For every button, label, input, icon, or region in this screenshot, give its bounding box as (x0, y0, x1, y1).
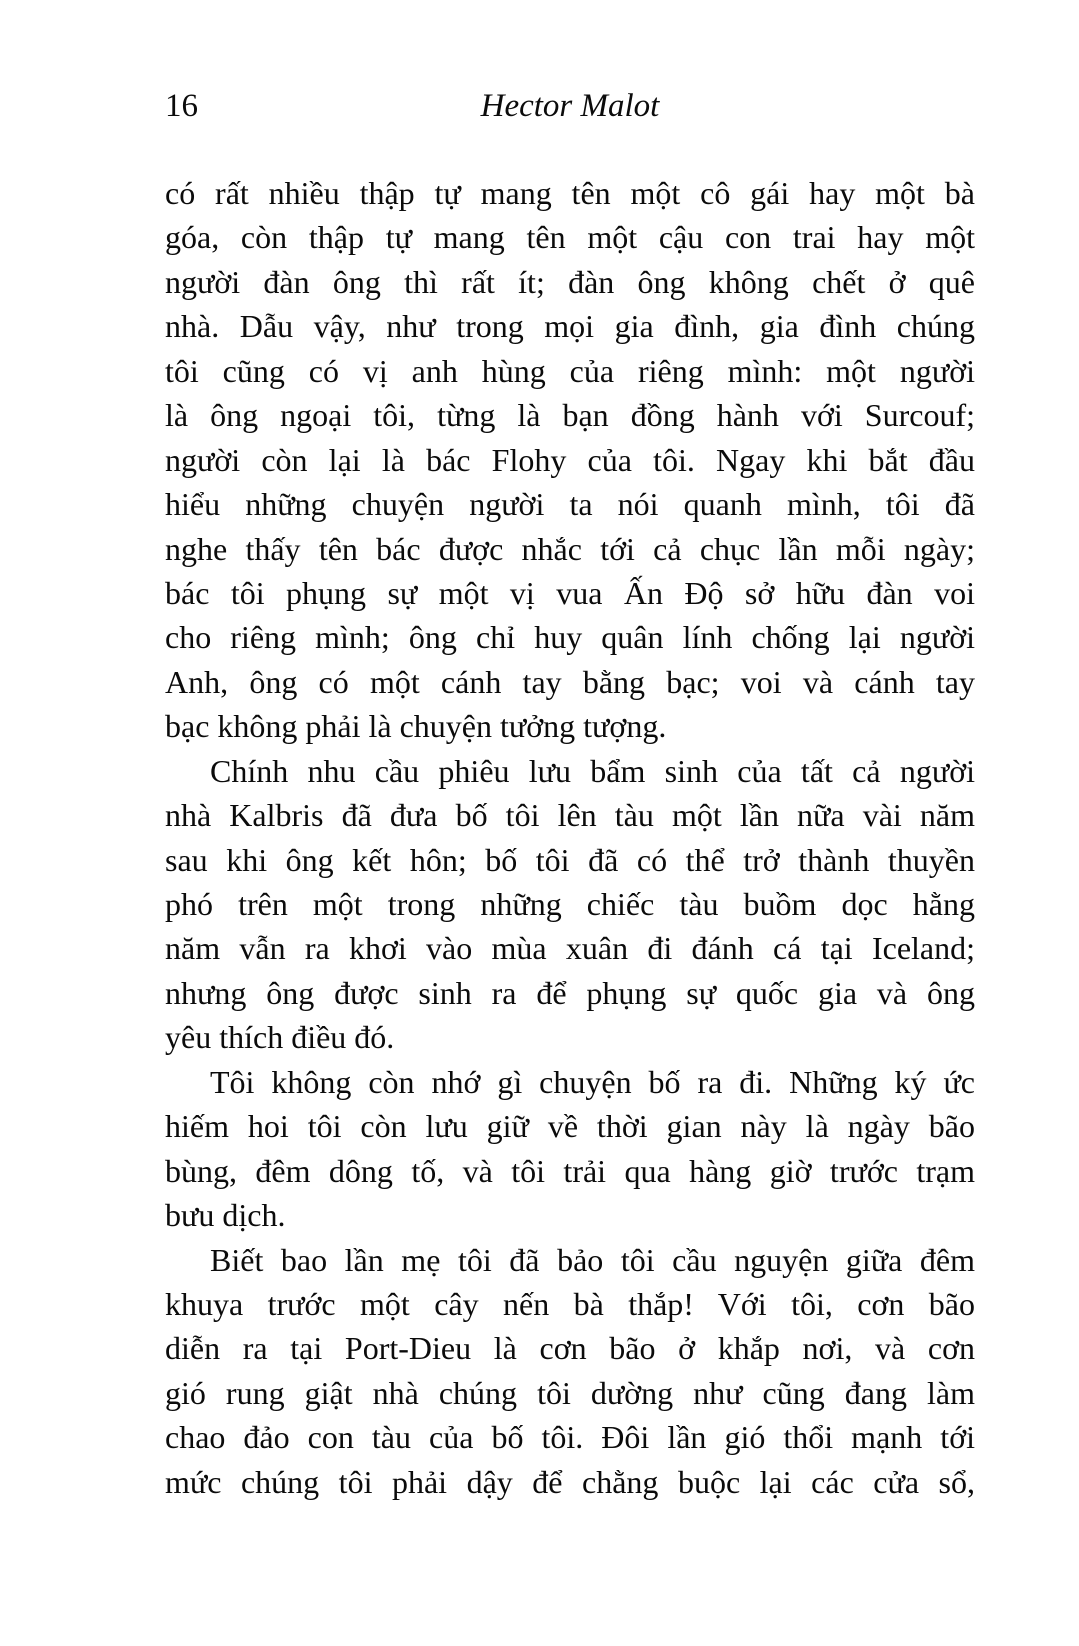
text-line: tôi cũng có vị anh hùng của riêng mình: một người (165, 352, 975, 389)
text-line: nhà Kalbris đã đưa bố tôi lên tàu một lần nữa vài năm (165, 797, 975, 834)
text-line: bưu dịch. (165, 1197, 286, 1234)
text-line: người đàn ông thì rất ít; đàn ông không chết ở quê (165, 263, 975, 300)
page-number: 16 (165, 88, 198, 124)
text-line: năm vẫn ra khơi vào mùa xuân đi đánh cá tại Iceland; (165, 930, 975, 967)
text-line: hiểu những chuyện người ta nói quanh mình, tôi đã (165, 486, 975, 523)
text-line: nhưng ông được sinh ra để phụng sự quốc gia và ông (165, 974, 975, 1011)
text-line: nghe thấy tên bác được nhắc tới cả chục lần mỗi ngày; (165, 530, 975, 567)
text-line: bác tôi phụng sự một vị vua Ấn Độ sở hữu đàn voi (165, 574, 975, 611)
text-line: sau khi ông kết hôn; bố tôi đã có thể trở thành thuyền (165, 841, 975, 878)
text-line: Tôi không còn nhớ gì chuyện bố ra đi. Những ký ức (210, 1063, 975, 1100)
text-line: mức chúng tôi phải dậy để chằng buộc lại các cửa sổ, (165, 1463, 975, 1500)
text-line: Anh, ông có một cánh tay bằng bạc; voi và cánh tay (165, 663, 975, 700)
running-header (165, 88, 975, 130)
text-line: chao đảo con tàu của bố tôi. Đôi lần gió thổi mạnh tới (165, 1419, 975, 1456)
running-head-title: Hector Malot (480, 88, 660, 124)
text-line: phó trên một trong những chiếc tàu buồm dọc hằng (165, 886, 975, 922)
text-line: góa, còn thập tự mang tên một cậu con trai hay một (165, 219, 975, 256)
text-line: bạc không phải là chuyện tưởng tượng. (165, 708, 667, 745)
text-line: Chính nhu cầu phiêu lưu bẩm sinh của tất cả người (210, 752, 975, 789)
text-line: có rất nhiều thập tự mang tên một cô gái hay một bà (165, 175, 975, 211)
text-line: người còn lại là bác Flohy của tôi. Ngay khi bắt đầu (165, 441, 975, 478)
text-line: hiếm hoi tôi còn lưu giữ về thời gian này là ngày bão (165, 1108, 975, 1145)
text-line: nhà. Dẫu vậy, như trong mọi gia đình, gia đình chúng (165, 308, 975, 345)
text-line: là ông ngoại tôi, từng là bạn đồng hành với Surcouf; (165, 397, 975, 434)
page-body (165, 171, 975, 1504)
text-line: gió rung giật nhà chúng tôi dường như cũng đang làm (165, 1374, 975, 1411)
text-line: yêu thích điều đó. (165, 1019, 395, 1056)
text-line: bùng, đêm dông tố, và tôi trải qua hàng giờ trước trạm (165, 1152, 975, 1189)
text-line: khuya trước một cây nến bà thắp! Với tôi, cơn bão (165, 1285, 975, 1322)
text-line: Biết bao lần mẹ tôi đã bảo tôi cầu nguyện giữa đêm (210, 1241, 975, 1278)
text-line: cho riêng mình; ông chỉ huy quân lính chống lại người (165, 619, 975, 656)
text-line: diễn ra tại Port-Dieu là cơn bão ở khắp nơi, và cơn (165, 1330, 975, 1367)
